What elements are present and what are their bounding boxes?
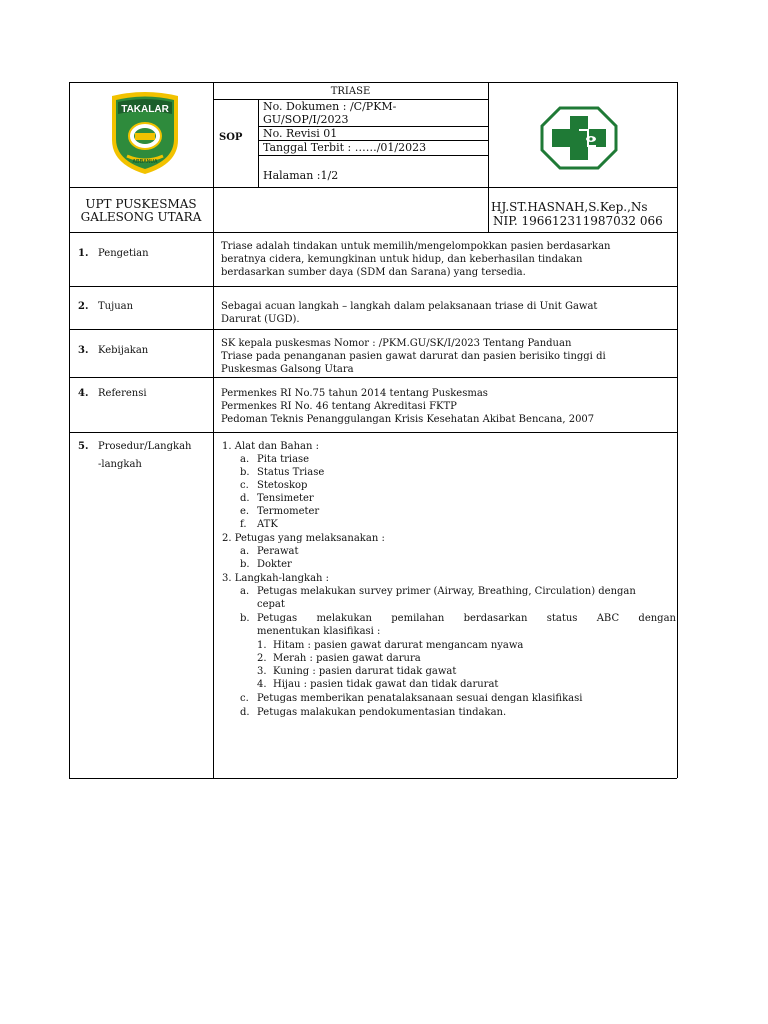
date-line	[258, 155, 488, 156]
step-text	[257, 585, 676, 598]
list-item-mark: b.	[240, 467, 250, 478]
word: berdasarkan	[463, 613, 528, 624]
list-item-mark: 4.	[257, 679, 267, 690]
row-line-1	[69, 286, 677, 287]
page-number: Halaman :1/2	[263, 169, 339, 182]
header-row-line	[69, 187, 677, 188]
row-line-4	[69, 432, 677, 433]
word: melakukan	[316, 613, 372, 624]
row-line-3	[69, 377, 677, 378]
section-number: 4.	[78, 388, 89, 399]
list-item-mark: 3.	[257, 666, 267, 677]
section-number: 5.	[78, 441, 89, 452]
section-text-line: berdasarkan sumber daya (SDM dan Sarana) yang tersedia.	[221, 267, 526, 278]
org-name-line2: GALESONG UTARA	[80, 210, 202, 224]
takalar-logo	[107, 92, 183, 176]
petugas-title: 2. Petugas yang melaksanakan :	[222, 533, 385, 544]
section-number: 2.	[78, 301, 89, 312]
doc-number-line1: No. Dokumen : /C/PKM-	[263, 100, 397, 113]
revision-number: No. Revisi 01	[263, 127, 338, 140]
list-item: Tensimeter	[257, 493, 314, 504]
alat-title: 1. Alat dan Bahan :	[222, 441, 319, 452]
list-item: Dokter	[257, 559, 292, 570]
section-text-line: Triase pada penanganan pasien gawat darurat dan pasien berisiko tinggi di	[221, 351, 606, 362]
section-text-line: Pedoman Teknis Penanggulangan Krisis Kesehatan Akibat Bencana, 2007	[221, 414, 595, 425]
section-text-line: Permenkes RI No. 46 tentang Akreditasi FKTP	[221, 401, 457, 412]
table-border-top	[69, 82, 677, 83]
list-item: Status Triase	[257, 467, 325, 478]
list-item-mark: d.	[240, 493, 250, 504]
list-item: Pita triase	[257, 454, 310, 465]
header-divider-2	[488, 82, 489, 232]
list-item-mark: c.	[240, 480, 249, 491]
list-item-mark: a.	[240, 546, 250, 557]
section-number: 3.	[78, 345, 89, 356]
section-label: Tujuan	[98, 301, 134, 312]
step-mark: a.	[240, 586, 250, 597]
section-text-line: Puskesmas Galsong Utara	[221, 364, 354, 375]
section-label: Pengetian	[98, 248, 149, 259]
section-text-line: Sebagai acuan langkah – langkah dalam pelaksanaan triase di Unit Gawat	[221, 301, 598, 312]
step-text-span: Petugas melakukan survey primer (Airway, Breathing, Circulation) dengan	[257, 586, 636, 597]
sop-divider	[258, 99, 259, 187]
section-label: Kebijakan	[98, 345, 149, 356]
section-text-line: beratnya cidera, kemungkinan untuk hidup, dan keberhasilan tindakan	[221, 254, 583, 265]
table-border-right	[677, 82, 678, 778]
section-text-line: SK kepala puskesmas Nomor : /PKM.GU/SK/I/2023 Tentang Panduan	[221, 338, 572, 349]
table-border-bottom	[69, 778, 677, 779]
header-divider-1	[213, 82, 214, 232]
section-text-line: Darurat (UGD).	[221, 314, 300, 325]
list-item: Merah : pasien gawat darura	[273, 653, 421, 664]
step-mark: d.	[240, 707, 250, 718]
langkah-title: 3. Langkah-langkah :	[222, 573, 330, 584]
list-item-mark: 2.	[257, 653, 267, 664]
section-text-line: Permenkes RI No.75 tahun 2014 tentang Puskesmas	[221, 388, 488, 399]
section-label: Referensi	[98, 388, 147, 399]
list-item-mark: a.	[240, 454, 250, 465]
signer-name: HJ.ST.HASNAH,S.Kep.,Ns	[491, 200, 648, 214]
signer-nip: NIP. 196612311987032 066	[493, 214, 663, 228]
step-mark: c.	[240, 693, 249, 704]
step-text-justified	[257, 612, 676, 625]
list-item-mark: e.	[240, 506, 250, 517]
list-item-mark: 1.	[257, 640, 267, 651]
puskesmas-logo	[540, 106, 618, 170]
word: ABC	[596, 613, 620, 624]
word: pemilahan	[391, 613, 445, 624]
list-item-mark: b.	[240, 559, 250, 570]
issue-date: Tanggal Terbit : ……/01/2023	[263, 141, 427, 154]
step-mark: b.	[240, 613, 250, 624]
step-text: Petugas malakukan pendokumentasian tindakan.	[257, 707, 507, 718]
list-item-mark: f.	[240, 519, 247, 530]
word: status	[546, 613, 578, 624]
takalar-logo-text: TAKALAR	[121, 104, 169, 115]
step-text: menentukan klasifikasi :	[257, 626, 381, 637]
list-item: Hitam : pasien gawat darurat mengancam nyawa	[273, 640, 524, 651]
section-text-line: Triase adalah tindakan untuk memilih/mengelompokkan pasien berdasarkan	[221, 241, 611, 252]
section-label: Prosedur/Langkah	[98, 441, 192, 452]
step-text: cepat	[257, 599, 285, 610]
step-text: Petugas memberikan penatalaksanaan sesuai dengan klasifikasi	[257, 693, 583, 704]
word: Petugas	[257, 613, 298, 624]
list-item: Termometer	[257, 506, 320, 517]
section-label: -langkah	[98, 459, 142, 470]
document-title: TRIASE	[330, 86, 371, 97]
list-item: Hijau : pasien tidak gawat dan tidak darurat	[273, 679, 499, 690]
row-line-2	[69, 329, 677, 330]
list-item: Perawat	[257, 546, 299, 557]
list-item: Kuning : pasien darurat tidak gawat	[273, 666, 457, 677]
word: dengan	[638, 613, 676, 624]
section-number: 1.	[78, 248, 89, 259]
sop-label: SOP	[219, 132, 243, 143]
list-item: ATK	[257, 519, 278, 530]
doc-number-line2: GU/SOP/I/2023	[263, 113, 349, 126]
org-name-line1: UPT PUSKESMAS	[85, 197, 197, 211]
takalar-logo-motto: ABBANUA	[132, 159, 158, 165]
list-item: Stetoskop	[257, 480, 308, 491]
org-row-line	[69, 232, 677, 233]
body-column-divider	[213, 232, 214, 778]
